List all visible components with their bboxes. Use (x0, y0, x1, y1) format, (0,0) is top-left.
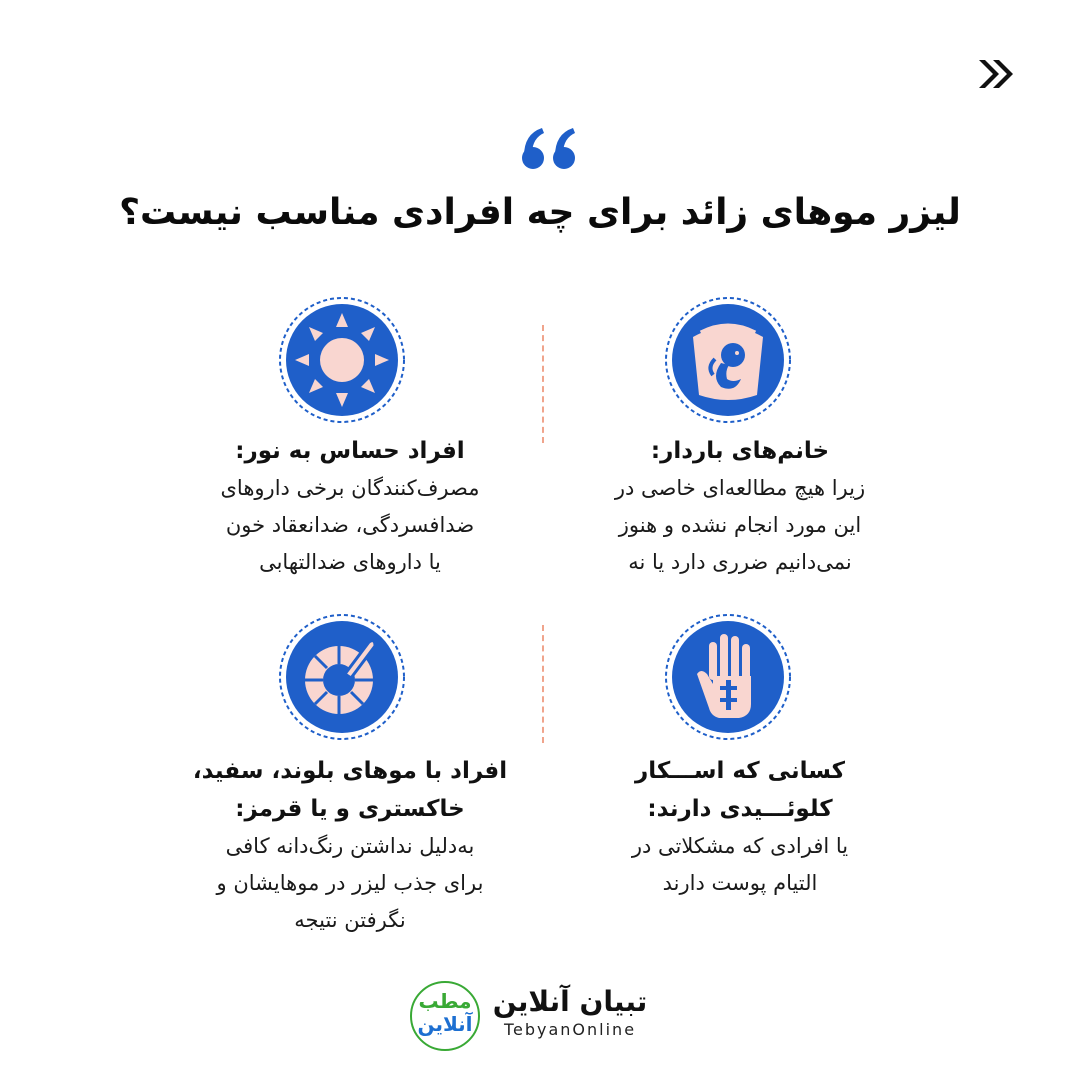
brand-name: تبیان آنلاین (492, 985, 648, 1018)
card-keloid (560, 752, 920, 902)
next-arrow-button[interactable] (975, 52, 1019, 96)
card-heading: خانم‌های باردار: (650, 438, 830, 464)
sun-icon (277, 295, 407, 425)
quote-mark-icon (520, 124, 580, 172)
card-heading: افراد حساس به نور: (235, 438, 465, 464)
column-divider-top (542, 325, 544, 443)
card-body: به‌دلیل نداشتن رنگ‌دانه کافی برای جذب لیزر در موهایشان و نگرفتن نتیجه (216, 834, 484, 932)
card-body: یا افرادی که مشکلاتی در التیام پوست دارند (631, 834, 849, 895)
ultrasound-fetus-icon (663, 295, 793, 425)
card-heading: افراد با موهای بلوند، سفید، خاکستری و یا قرمز: (192, 758, 508, 822)
badge-line1: مطب (418, 989, 472, 1013)
card-body: مصرف‌کنندگان برخی داروهای ضدافسردگی، ضدانعقاد خون یا داروهای ضدالتهابی (220, 476, 480, 574)
hand-scar-icon (663, 612, 793, 742)
color-wheel-brush-icon (277, 612, 407, 742)
card-body: زیرا هیچ مطالعه‌ای خاصی در این مورد انجام نشده و هنوز نمی‌دانیم ضرری دارد یا نه (614, 476, 866, 574)
brand-latin: TebyanOnline (503, 1020, 637, 1039)
double-chevron-right-icon (975, 52, 1019, 96)
page-title: لیزر موهای زائد برای چه افرادی مناسب نیست؟ (119, 192, 961, 233)
brand-logo (470, 985, 670, 1045)
card-heading: کسانی که اســـکار کلوئـــیدی دارند: (635, 758, 845, 822)
card-light-sensitive (170, 432, 530, 581)
column-divider-bottom (542, 625, 544, 743)
card-light-hair (170, 752, 530, 939)
card-pregnant (560, 432, 920, 581)
badge-line2: آنلاین (417, 1012, 473, 1036)
